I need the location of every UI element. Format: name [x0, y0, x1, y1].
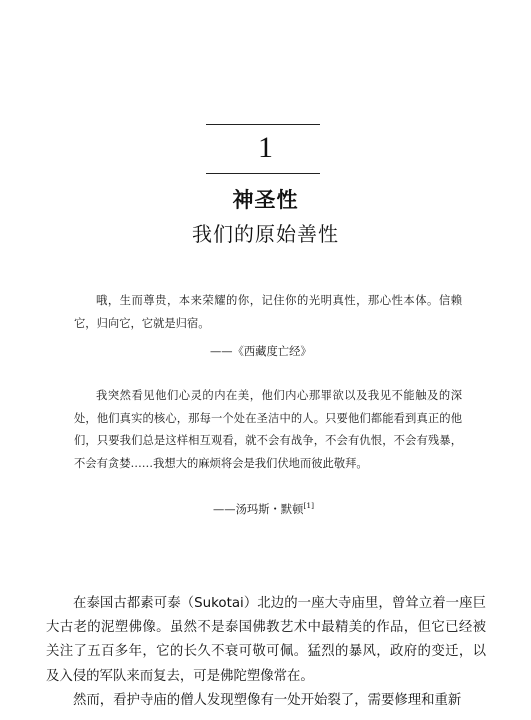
chapter-number: 1 — [258, 131, 273, 164]
epigraph-attribution — [213, 501, 314, 519]
chapter-bottom-rule — [206, 173, 320, 174]
footnote-marker[interactable]: [1] — [303, 501, 315, 511]
body-paragraph: 在泰国古都素可泰（Sukotai）北边的一座大寺庙里，曾耸立着一座巨大古老的泥塑佛像。虽然不是泰国佛教艺术中最精美的作品，但它已经被关注了五百多年，它的长久不衰可敬可佩。猛烈的暴风，政府的变迁，以及入侵的军队来而复去，可是佛陀塑像常在。 — [46, 596, 486, 684]
epigraph-text: 哦，生而尊贵，本来荣耀的你，记住你的光明真性，那心性本体。信赖它，归向它，它就是归宿。 — [74, 294, 462, 330]
chapter-top-rule — [206, 124, 320, 125]
epigraph-attribution — [210, 343, 312, 361]
chapter-subtitle: 我们的原始善性 — [192, 222, 339, 246]
attribution-text: ——《西藏度亡经》 — [210, 345, 312, 358]
chapter-title: 神圣性 — [232, 188, 299, 212]
epigraph-text: 我突然看见他们心灵的内在美，他们内心那罪欲以及我见不能触及的深处，他们真实的核心，那每一个处在圣洁中的人。只要他们都能看到真正的他们，只要我们总是这样相互观看，就不会有战争，不会有仇恨，不会有残暴，不会有贪婪……我想大的麻烦将会是我们伏地而彼此敬拜。 — [74, 389, 462, 470]
attribution-text: ——汤玛斯・默顿 — [213, 503, 304, 516]
body-paragraph: 然而，看护寺庙的僧人发现塑像有一处开始裂了，需要修理和重新 — [73, 693, 462, 708]
